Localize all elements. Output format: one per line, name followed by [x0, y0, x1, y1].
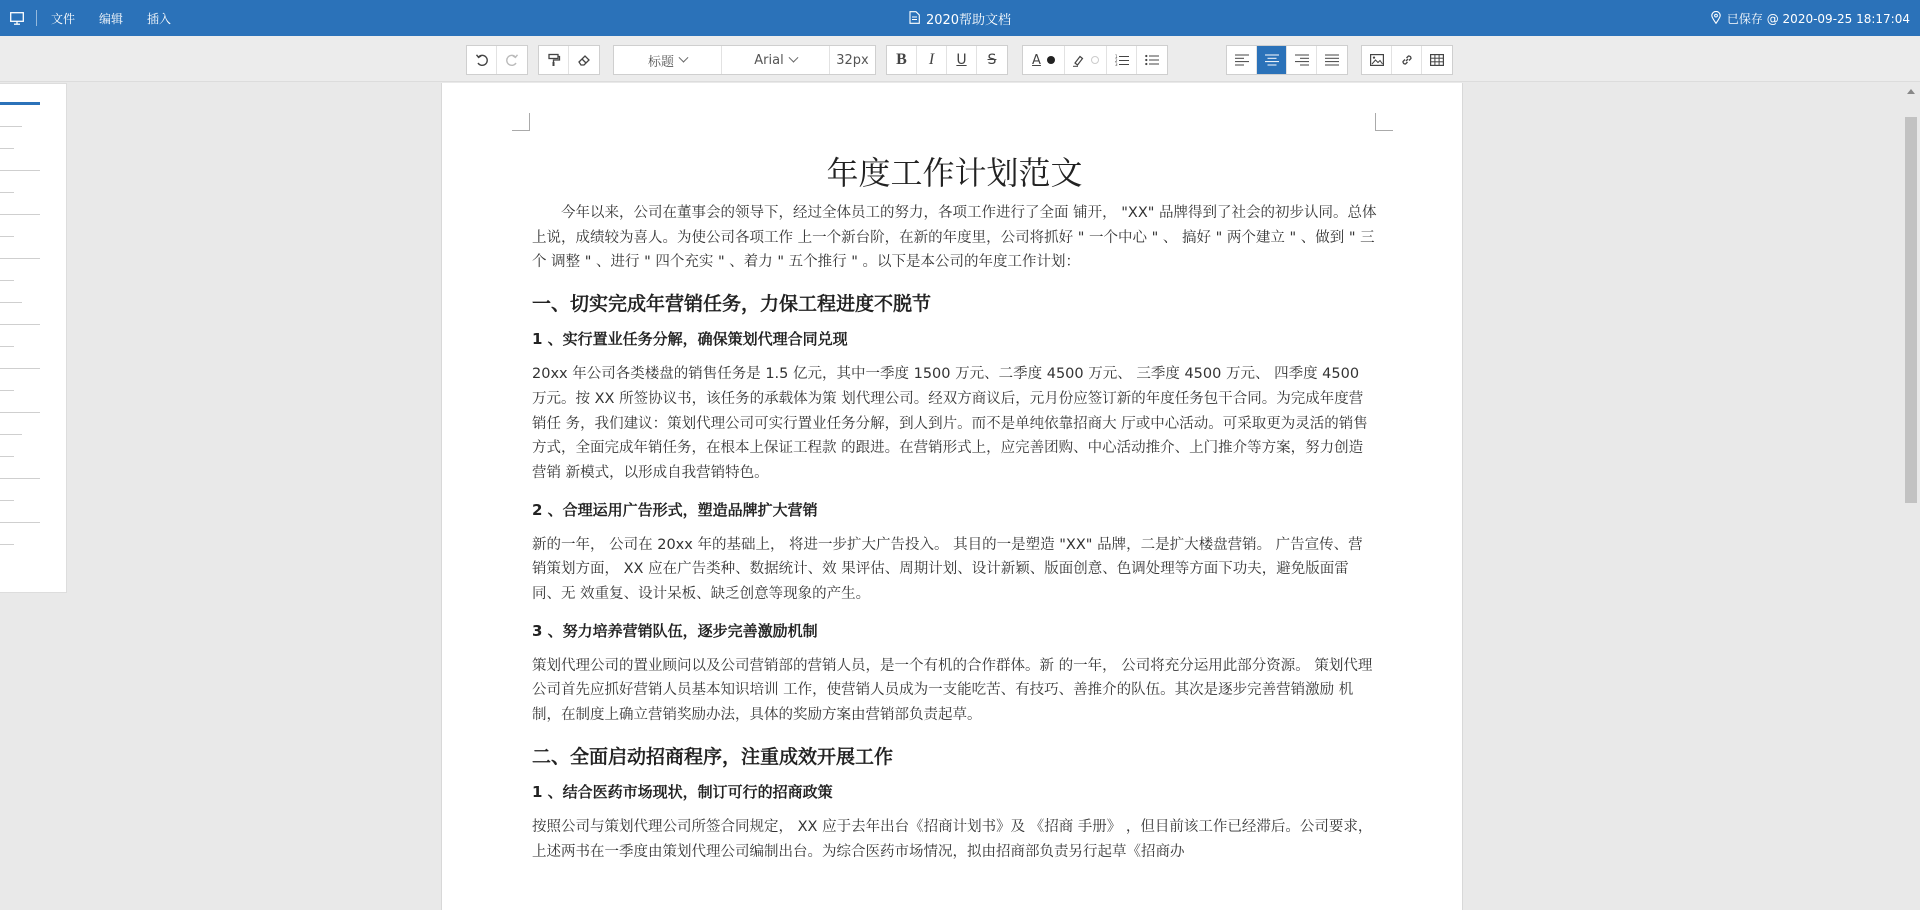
insert-image-button[interactable] — [1362, 46, 1392, 74]
align-justify-button[interactable] — [1317, 46, 1347, 74]
italic-button[interactable] — [917, 46, 947, 74]
intro-paragraph: 今年以来，公司在董事会的领导下，经过全体员工的努力，各项工作进行了全面 铺开， "XX" 品牌得到了社会的初步认同。总体上说，成绩较为喜人。为使公司各项工作 上一个新台阶，在新的年度里，公司将抓好 " 一个中心 " 、 搞好 " 两个建立 " 、做到 " 三个 调整 " 、进行 " 四个充实 " 、着力 " 五个推行 " 。以下是本公司的年度工作计划： — [532, 205, 1377, 271]
font-color-icon: A — [1032, 52, 1041, 68]
underline-button[interactable] — [947, 46, 977, 74]
history-group — [466, 45, 528, 75]
outline-item[interactable] — [0, 302, 22, 303]
italic-icon: I — [928, 51, 935, 68]
document-heading: 年度工作计划范文 — [826, 155, 1083, 191]
text-style-group — [886, 45, 1008, 75]
title-bar — [0, 0, 1920, 36]
format-painter-button[interactable] — [539, 46, 569, 74]
subsection-heading: 3 、努力培养营销队伍，逐步完善激励机制 — [532, 621, 818, 640]
outline-item[interactable] — [0, 500, 14, 501]
document-title: 2020帮助文档 — [925, 12, 1012, 28]
heading-select[interactable] — [614, 46, 722, 74]
location-pin-icon — [1711, 11, 1723, 25]
undo-icon — [475, 53, 489, 67]
page-corner-mark — [1375, 113, 1393, 131]
bullet-list-button[interactable] — [1137, 46, 1167, 74]
bold-icon: B — [896, 51, 907, 68]
bullet-list-icon — [1145, 54, 1159, 66]
outline-item[interactable] — [0, 346, 14, 347]
vertical-scrollbar[interactable] — [1903, 83, 1920, 910]
image-icon — [1370, 54, 1384, 66]
svg-text:3: 3 — [1114, 62, 1118, 66]
menu-file[interactable]: 文件 — [51, 11, 76, 26]
ordered-list-icon — [1115, 54, 1129, 66]
save-status: 已保存 @ 2020-09-25 18:17:04 — [1726, 11, 1910, 26]
subsection-heading: 2 、合理运用广告形式，塑造品牌扩大营销 — [532, 500, 818, 519]
heading-select-value: 标题 — [647, 54, 674, 70]
align-left-icon — [1235, 54, 1249, 66]
underline-icon: U — [956, 52, 967, 68]
menu-edit[interactable]: 编辑 — [99, 11, 124, 26]
outline-item-active[interactable] — [0, 102, 40, 105]
link-icon — [1400, 53, 1414, 67]
align-right-icon — [1295, 54, 1309, 66]
font-family-select[interactable] — [722, 46, 830, 74]
scroll-up-arrow-icon[interactable] — [1907, 89, 1915, 94]
monitor-icon[interactable] — [8, 9, 26, 27]
body-paragraph: 新的一年， 公司在 20xx 年的基础上， 将进一步扩大广告投入。 其目的一是塑造 "XX" 品牌，二是扩大楼盘营销。 广告宣传、营销策划方面， XX 应在广告类种、数据统计、效 果评估、周期计划、设计新颖、版面创意、色调处理等方面下功夫，避免版面雷同、无 效重复、设计呆板、缺乏创意等现象的产生。 — [532, 536, 1363, 603]
align-justify-icon — [1325, 54, 1339, 66]
align-center-icon — [1265, 54, 1279, 66]
outline-item[interactable] — [0, 368, 40, 369]
document-icon — [909, 11, 921, 25]
section-heading: 一、切实完成年营销任务，力保工程进度不脱节 — [532, 293, 932, 316]
outline-item[interactable] — [0, 434, 22, 435]
title-divider — [36, 10, 37, 26]
align-left-button[interactable] — [1227, 46, 1257, 74]
scrollbar-thumb[interactable] — [1905, 117, 1917, 503]
insert-group — [1361, 45, 1453, 75]
clear-format-button[interactable] — [569, 46, 599, 74]
body-paragraph: 20xx 年公司各类楼盘的销售任务是 1.5 亿元，其中一季度 1500 万元、二季度 4500 万元、 三季度 4500 万元、 四季度 4500 万元。按 XX 所签协议书，该任务的承载体为策 划代理公司。经双方商议后，元月份应签订新的年度任务包干合同。为完成年度营销任 务，我们建议：策划代理公司可实行置业任务分解，到人到片。而不是单纯依靠招商大 厅或中心活动。可采取更为灵活的销售方式，全面完成年销任务，在根本上保证工程款 的跟进。在营销形式上，应完善团购、中心活动推介、上门推介等方案，努力创造营销 新模式，以形成自我营销特色。 — [532, 366, 1368, 481]
body-paragraph: 按照公司与策划代理公司所签合同规定， XX 应于去年出台《招商计划书》及 《招商 手册》 ，但目前该工作已经滞后。公司要求，上述两书在一季度由策划代理公司编制出台。为综合医药市场情况，拟由招商部负责另行起草《招商办 — [532, 818, 1373, 860]
ordered-list-button[interactable] — [1107, 46, 1137, 74]
svg-text:2: 2 — [1114, 58, 1118, 63]
paint-group — [538, 45, 600, 75]
outline-item[interactable] — [0, 544, 14, 545]
outline-panel — [0, 83, 67, 593]
outline-item[interactable] — [0, 324, 40, 325]
outline-item[interactable] — [0, 148, 14, 149]
undo-button[interactable] — [467, 46, 497, 74]
section-heading: 二、全面启动招商程序，注重成效开展工作 — [532, 745, 894, 768]
font-family-value: Arial — [754, 52, 784, 68]
font-group — [613, 45, 876, 75]
svg-text:1: 1 — [1114, 54, 1118, 59]
outline-item[interactable] — [0, 390, 14, 391]
outline-item[interactable] — [0, 412, 40, 413]
align-right-button[interactable] — [1287, 46, 1317, 74]
outline-item[interactable] — [0, 192, 14, 193]
table-icon — [1430, 54, 1444, 66]
font-color-swatch — [1047, 56, 1055, 64]
menu-insert[interactable]: 插入 — [147, 11, 172, 26]
insert-link-button[interactable] — [1392, 46, 1422, 74]
highlight-color-swatch — [1091, 56, 1099, 64]
font-size-value: 32px — [836, 52, 869, 68]
color-list-group — [1022, 45, 1168, 75]
outline-item[interactable] — [0, 258, 40, 259]
bold-button[interactable] — [887, 46, 917, 74]
body-paragraph: 策划代理公司的置业顾问以及公司营销部的营销人员，是一个有机的合作群体。新 的一年， 公司将充分运用此部分资源。 策划代理公司首先应抓好营销人员基本知识培训 工作，使营销人员成为一支能吃苦、有技巧、善推介的队伍。其次是逐步完善营销激励 机制，在制度上确立营销奖励办法，具体的奖励方案由营销部负责起草。 — [532, 657, 1373, 724]
font-color-button[interactable] — [1023, 46, 1065, 74]
outline-item[interactable] — [0, 478, 40, 479]
subsection-heading: 1 、实行置业任务分解，确保策划代理合同兑现 — [532, 330, 848, 349]
page-corner-mark — [512, 113, 530, 131]
outline-item[interactable] — [0, 214, 40, 215]
chevron-down-icon — [788, 52, 798, 62]
eraser-icon — [577, 53, 591, 67]
document-body[interactable] — [532, 151, 1377, 864]
highlighter-icon — [1072, 54, 1085, 67]
align-center-button[interactable] — [1257, 46, 1287, 74]
font-size-select[interactable] — [830, 46, 875, 74]
outline-item[interactable] — [0, 280, 14, 281]
document-page[interactable] — [441, 83, 1463, 910]
outline-item[interactable] — [0, 126, 22, 127]
outline-item[interactable] — [0, 456, 14, 457]
highlight-color-button[interactable] — [1065, 46, 1107, 74]
insert-table-button[interactable] — [1422, 46, 1452, 74]
redo-button[interactable] — [497, 46, 527, 74]
outline-item[interactable] — [0, 522, 40, 523]
align-group — [1226, 45, 1348, 75]
outline-item[interactable] — [0, 170, 40, 171]
redo-icon — [505, 53, 519, 67]
format-toolbar — [0, 36, 1920, 82]
outline-item[interactable] — [0, 236, 14, 237]
strikethrough-button[interactable] — [977, 46, 1007, 74]
strikethrough-icon: S — [987, 52, 997, 68]
format-painter-icon — [547, 53, 561, 67]
subsection-heading: 1 、结合医药市场现状，制订可行的招商政策 — [532, 782, 833, 801]
chevron-down-icon — [679, 52, 689, 62]
